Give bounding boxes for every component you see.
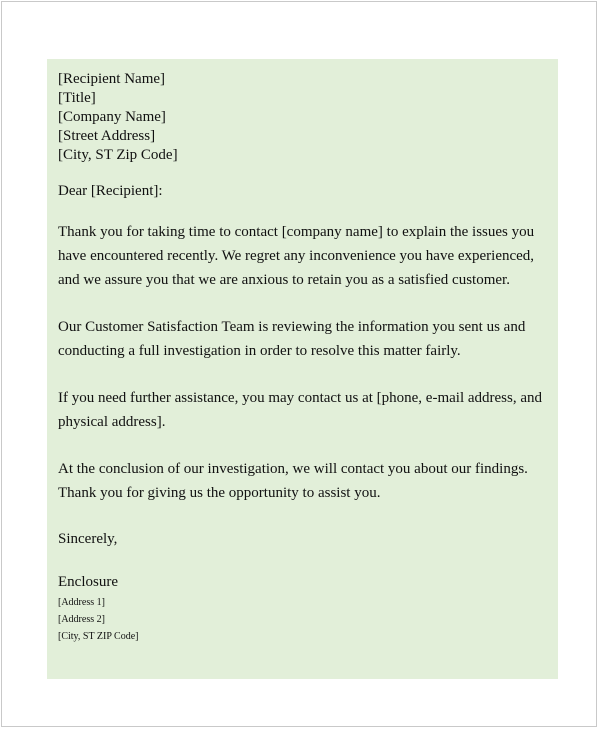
enclosure-address-2: [Address 2] xyxy=(58,614,105,625)
paragraph-3: If you need further assistance, you may contact us at [phone, e-mail address, and physical address]. xyxy=(58,390,542,430)
paragraph-2: Our Customer Satisfaction Team is reviewing the information you sent us and conducting a full investigation in order to resolve this matter fairly. xyxy=(58,319,526,359)
salutation: Dear [Recipient]: xyxy=(58,183,163,199)
recipient-name: [Recipient Name] xyxy=(58,71,166,87)
enclosure-lines xyxy=(58,594,548,645)
closing: Sincerely, xyxy=(58,531,118,547)
recipient-street: [Street Address] xyxy=(58,128,156,144)
paragraph-1: Thank you for taking time to contact [company name] to explain the issues you have encountered recently. We regret any inconvenience you have experienced, and we assure you that we are anxious to retain you as a satisfied customer. xyxy=(58,224,535,288)
enclosure-label: Enclosure xyxy=(58,574,118,590)
recipient-title: [Title] xyxy=(58,90,96,106)
enclosure-city: [City, ST ZIP Code] xyxy=(58,631,139,642)
letter-body xyxy=(47,59,558,679)
enclosure-address-1: [Address 1] xyxy=(58,597,105,608)
recipient-city: [City, ST Zip Code] xyxy=(58,147,178,163)
recipient-company: [Company Name] xyxy=(58,109,166,125)
document-page xyxy=(1,1,597,727)
recipient-address-block xyxy=(58,70,548,165)
paragraph-4: At the conclusion of our investigation, we will contact you about our findings. Thank you for giving us the opportunity to assist you. xyxy=(58,461,528,501)
